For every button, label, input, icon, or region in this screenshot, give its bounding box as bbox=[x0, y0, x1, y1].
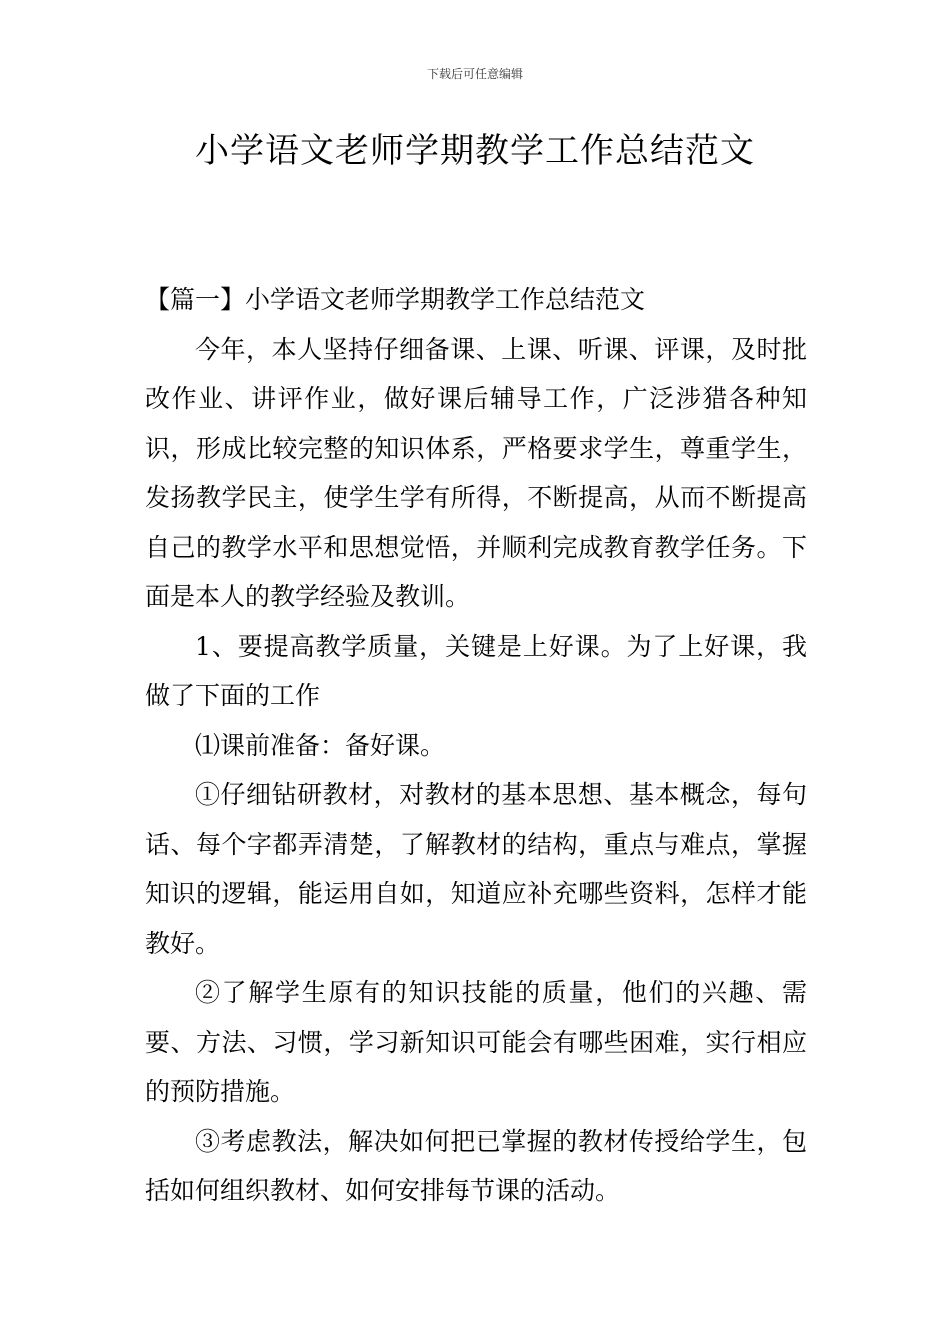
paragraph-point-1: 1、要提高教学质量，关键是上好课。为了上好课，我做了下面的工作 bbox=[145, 631, 807, 710]
paragraph-item-2: ②了解学生原有的知识技能的质量，他们的兴趣、需要、方法、习惯，学习新知识可能会有哪些困难，实行相应的预防措施。 bbox=[145, 978, 807, 1106]
paragraph-subpoint-1: ⑴课前准备：备好课。 bbox=[195, 730, 446, 760]
paragraph-item-1: ①仔细钻研教材，对教材的基本思想、基本概念，每句话、每个字都弄清楚，了解教材的结构，重点与难点，掌握知识的逻辑，能运用自如，知道应补充哪些资料，怎样才能教好。 bbox=[145, 780, 807, 958]
paragraph-intro: 今年，本人坚持仔细备课、上课、听课、评课，及时批改作业、讲评作业，做好课后辅导工作，广泛涉猎各种知识，形成比较完整的知识体系，严格要求学生，尊重学生，发扬教学民主，使学生学有所得，不断提高，从而不断提高自己的教学水平和思想觉悟，并顺利完成教育教学任务。下面是本人的教学经验及教训。 bbox=[145, 334, 807, 611]
paragraph-item-3: ③考虑教法，解决如何把已掌握的教材传授给学生，包括如何组织教材、如何安排每节课的活动。 bbox=[145, 1126, 807, 1205]
document-body bbox=[145, 275, 807, 1216]
document-title: 小学语文老师学期教学工作总结范文 bbox=[195, 131, 755, 171]
section-heading: 【篇一】小学语文老师学期教学工作总结范文 bbox=[145, 285, 646, 314]
header-note: 下载后可任意编辑 bbox=[426, 67, 523, 81]
